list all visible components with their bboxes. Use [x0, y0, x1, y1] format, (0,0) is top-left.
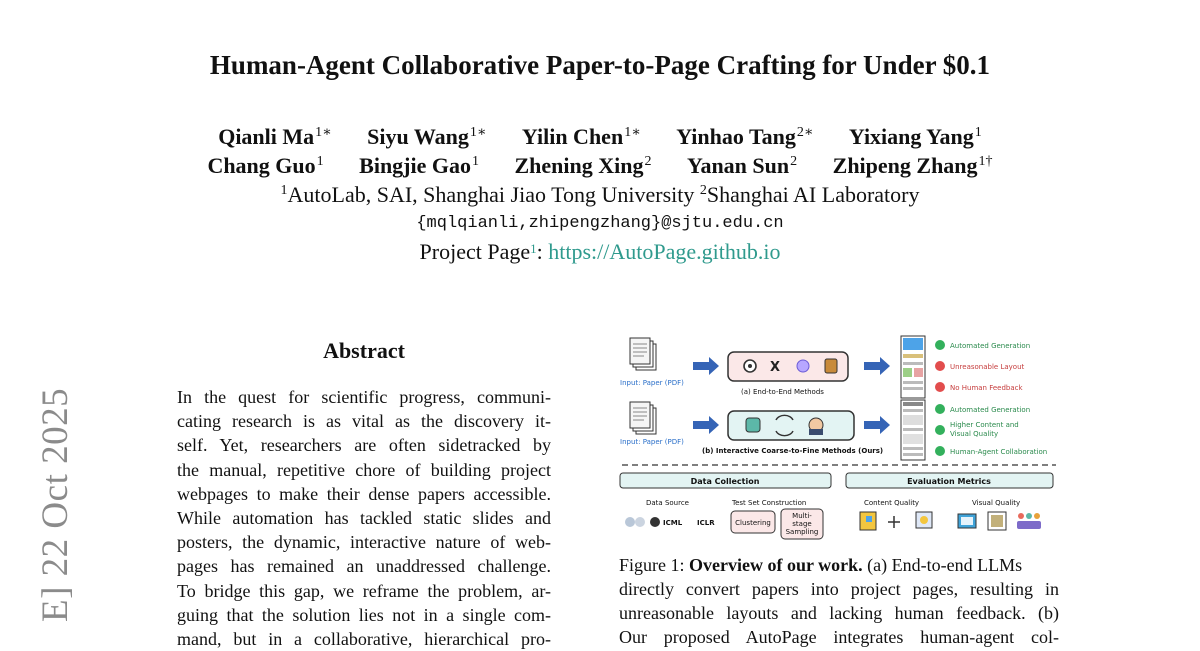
- affiliation-mark: 1: [280, 183, 288, 198]
- author: Chang Guo$^1$: [207, 153, 324, 178]
- project-page-link[interactable]: https://AutoPage.github.io: [548, 239, 781, 264]
- svg-text:Automated Generation: Automated Generation: [950, 406, 1031, 414]
- arrow-icon: [693, 416, 719, 434]
- check-icon: [935, 425, 945, 435]
- author: Qianli $Ma^{1∗}$: [218, 124, 332, 149]
- visual-quality-label: Visual Quality: [972, 499, 1021, 507]
- svg-text:Visual Quality: Visual Quality: [950, 430, 999, 438]
- feature-list-b: [935, 404, 1047, 456]
- abstract-line: mand, but in a collaborative, hierarchical pro-: [177, 629, 551, 650]
- svg-text:stage: stage: [792, 520, 812, 528]
- svg-text:Unreasonable Layout: Unreasonable Layout: [950, 363, 1025, 371]
- svg-text:Automated Generation: Automated Generation: [950, 342, 1031, 350]
- abstract-line: self. Yet, researchers are often sidetracked by: [177, 435, 551, 456]
- conference-logos: [625, 517, 715, 527]
- affiliation-1: AutoLab, SAI, Shanghai Jiao Tong University: [287, 182, 700, 207]
- clustering-label: Clustering: [735, 519, 771, 527]
- overview-figure: [618, 332, 1060, 546]
- abstract-line: webpages to make their dense papers accessible.: [177, 483, 551, 504]
- data-source-label: Data Source: [646, 499, 689, 507]
- arrow-icon: [693, 357, 719, 375]
- figure-caption: [619, 553, 1059, 649]
- generated-page-thumbnail: [901, 400, 925, 460]
- abstract-heading: Abstract: [323, 338, 405, 363]
- caption-line: directly convert papers into project pages, resulting in: [619, 579, 1059, 599]
- content-quality-label: Content Quality: [864, 499, 920, 507]
- check-icon: [935, 340, 945, 350]
- content-quality-icons: [860, 512, 932, 530]
- pdf-stack-icon: [630, 402, 656, 434]
- author-block: [0, 122, 1200, 266]
- svg-text:Sampling: Sampling: [785, 528, 819, 536]
- abstract-line: pages has remained an unaddressed challenge.: [177, 556, 551, 577]
- icml-logo: ICML: [663, 519, 683, 527]
- abstract-line: the manual, repetitive chore of building project: [177, 459, 551, 480]
- author: Siyu Wang$^{1∗}$: [367, 124, 487, 149]
- data-collection-label: Data Collection: [690, 477, 760, 486]
- author: Yinhao Tang$^{2∗}$: [676, 124, 814, 149]
- contact-email: {mqlqianli,zhipengzhang}@sjtu.edu.cn: [416, 214, 784, 233]
- abstract-text: [177, 385, 551, 651]
- check-icon: [935, 404, 945, 414]
- abstract-line: In the quest for scientific progress, communi-: [177, 387, 551, 407]
- test-set-label: Test Set Construction: [732, 499, 807, 507]
- paper-title: Human-Agent Collaborative Paper-to-Page Crafting for Under $0.1: [209, 50, 991, 80]
- svg-text:Higher Content and: Higher Content and: [950, 421, 1019, 429]
- feature-list-a: [935, 340, 1030, 392]
- input-label-bottom: Input: Paper (PDF): [620, 438, 684, 446]
- caption-line: unreasonable layouts and lacking human feedback. (b): [619, 603, 1059, 623]
- svg-text:Multi-: Multi-: [792, 512, 812, 520]
- pdf-stack-icon: [630, 338, 656, 370]
- author-line-2: [0, 151, 1200, 180]
- method-b-label: (b) Interactive Coarse-to-Fine Methods (Ours): [702, 447, 884, 455]
- arxiv-stamp: [30, 387, 76, 648]
- evaluation-metrics-label: Evaluation Metrics: [907, 477, 991, 486]
- project-page-line: Project Page$^1$: https://AutoPage.github.io: [419, 239, 781, 264]
- abstract-line: guing that the solution lies not in a single com-: [177, 604, 551, 625]
- affiliation-mark: 2: [699, 183, 707, 198]
- affiliations: [0, 180, 1200, 209]
- abstract-line: cating research is as vital as the discovery it-: [177, 411, 551, 432]
- input-label-top: Input: Paper (PDF): [620, 379, 684, 387]
- iclr-logo: ICLR: [697, 519, 715, 527]
- author: Zhening Xing$^2$: [514, 153, 652, 178]
- check-icon: [935, 446, 945, 456]
- overview-diagram: [618, 332, 1060, 546]
- author: Yanan Sun$^2$: [687, 153, 798, 178]
- author: Yixiang Yang$^1$: [848, 124, 982, 149]
- author-line-1: [0, 122, 1200, 151]
- svg-text:No Human Feedback: No Human Feedback: [950, 384, 1023, 392]
- arxiv-stamp-text: E] 22 Oct 2025: [35, 387, 76, 622]
- abstract-line: posters, the dynamic, interactive nature of web-: [177, 532, 551, 553]
- arrow-icon: [864, 357, 890, 375]
- svg-text:Human-Agent Collaboration: Human-Agent Collaboration: [950, 448, 1048, 456]
- author: Zhipeng Zhang$^{1\dagger}$: [832, 153, 993, 178]
- caption-line: Figure 1: Overview of our work. (a) End-to-end LLMs: [619, 555, 1023, 575]
- svg-text:X: X: [770, 360, 781, 375]
- footnote-link[interactable]: 1: [530, 241, 537, 256]
- generated-page-thumbnail: [901, 336, 925, 398]
- abstract-line: While automation has tackled static slides and: [177, 508, 551, 529]
- cross-icon: [935, 382, 945, 392]
- author: Yilin Chen$^{1∗}$: [521, 124, 641, 149]
- arrow-icon: [864, 416, 890, 434]
- cross-icon: [935, 361, 945, 371]
- abstract-line: To bridge this gap, we reframe the problem, ar-: [177, 580, 551, 601]
- method-a-label: (a) End-to-End Methods: [741, 388, 824, 396]
- affiliation-2: Shanghai AI Laboratory: [706, 182, 920, 207]
- project-page-label: Project Page: [419, 239, 531, 264]
- visual-quality-icons: [958, 512, 1041, 530]
- caption-line: Our proposed AutoPage integrates human-agent col-: [619, 627, 1059, 647]
- author: Bingjie Gao$^1$: [359, 153, 479, 178]
